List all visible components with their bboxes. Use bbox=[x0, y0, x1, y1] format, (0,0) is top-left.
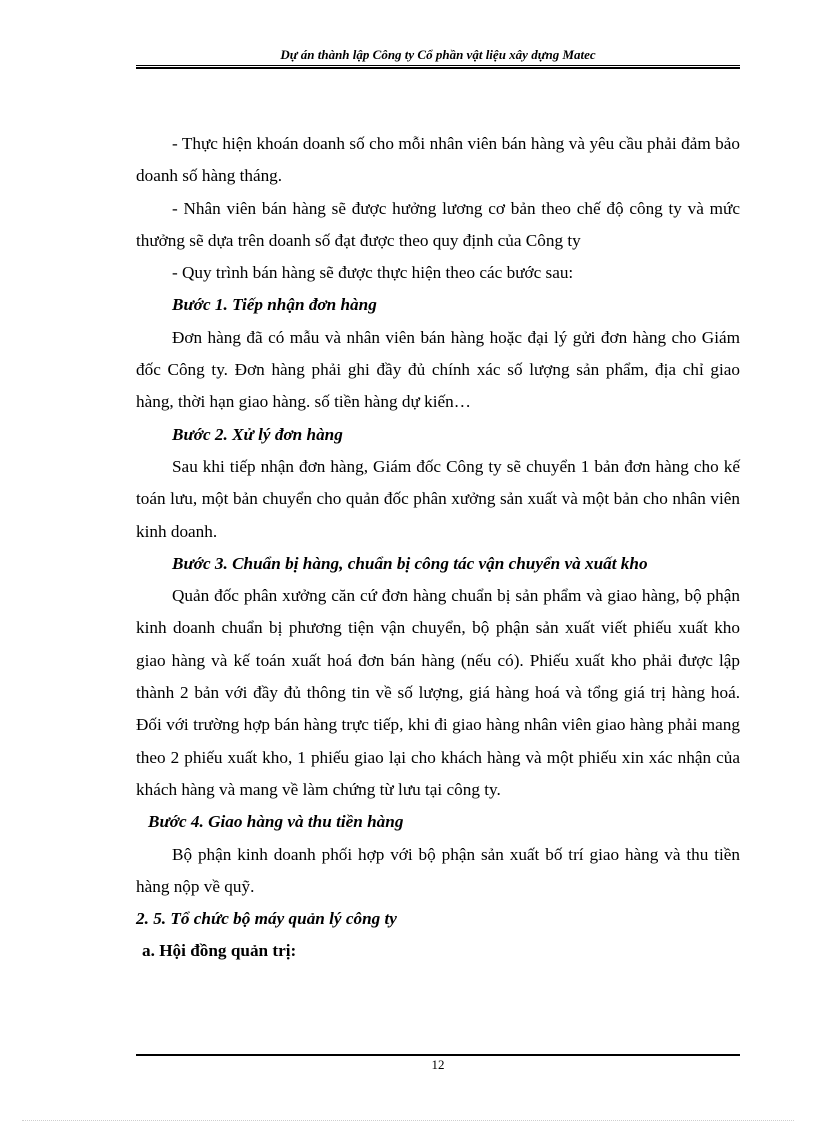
step-3-text: Quản đốc phân xưởng căn cứ đơn hàng chuẩn bị sản phẩm và giao hàng, bộ phận kinh doanh chuẩn bị phương tiện vận chuyển, bộ phận sản xuất viết phiếu xuất kho giao hàng và kế toán xuất hoá đơn bán hàng (nếu có). Phiếu xuất kho phải được lập thành 2 bản với đầy đủ thông tin về số lượng, giá hàng hoá và tổng giá trị hàng hoá. Đối với trường hợp bán hàng trực tiếp, khi đi giao hàng nhân viên giao hàng phải mang theo 2 phiếu xuất kho, 1 phiếu giao lại cho khách hàng và một phiếu xin xác nhận của khách hàng và mang về làm chứng từ lưu tại công ty. bbox=[136, 586, 740, 799]
header-rule-thick bbox=[136, 67, 740, 69]
page-number: 12 bbox=[431, 1057, 445, 1072]
step-2-text: Sau khi tiếp nhận đơn hàng, Giám đốc Công ty sẽ chuyển 1 bản đơn hàng cho kế toán lưu, một bản chuyển cho quản đốc phân xưởng sản xuất và một bản cho nhân viên kinh doanh. bbox=[136, 456, 740, 541]
step-4-text: Bộ phận kinh doanh phối hợp với bộ phận sản xuất bố trí giao hàng và thu tiền hàng nộp về quỹ. bbox=[136, 844, 740, 896]
step-3-heading: Bước 3. Chuẩn bị hàng, chuẩn bị công tác vận chuyển và xuất kho bbox=[172, 553, 648, 573]
section-heading: 2. 5. Tổ chức bộ máy quản lý công ty bbox=[136, 909, 397, 929]
paragraph-salary: - Nhân viên bán hàng sẽ được hưởng lương cơ bản theo chế độ công ty và mức thưởng sẽ dựa trên doanh số đạt được theo quy định của Công ty bbox=[136, 198, 740, 250]
subsection-heading: a. Hội đồng quản trị: bbox=[142, 941, 297, 961]
page-header-title: Dự án thành lập Công ty Cổ phần vật liệu xây dựng Matec bbox=[280, 47, 596, 62]
step-4-heading: Bước 4. Giao hàng và thu tiền hàng bbox=[148, 812, 404, 832]
paragraph-sales-quota: - Thực hiện khoán doanh số cho mỗi nhân viên bán hàng và yêu cầu phải đảm bảo doanh số hàng tháng. bbox=[136, 134, 740, 186]
paragraph-process-intro: - Quy trình bán hàng sẽ được thực hiện theo các bước sau: bbox=[172, 263, 574, 283]
page-bottom-dotted-line bbox=[22, 1120, 794, 1121]
step-2-heading: Bước 2. Xử lý đơn hàng bbox=[172, 424, 343, 444]
step-1-text: Đơn hàng đã có mẫu và nhân viên bán hàng hoặc đại lý gửi đơn hàng cho Giám đốc Công ty. Đơn hàng phải ghi đầy đủ chính xác số lượng sản phẩm, địa chỉ giao hàng, thời hạn giao hàng. số tiền hàng dự kiến… bbox=[136, 327, 740, 412]
step-1-heading: Bước 1. Tiếp nhận đơn hàng bbox=[172, 295, 377, 315]
footer-rule bbox=[136, 1054, 740, 1056]
header-rule-thin bbox=[136, 65, 740, 66]
document-body bbox=[136, 128, 740, 968]
